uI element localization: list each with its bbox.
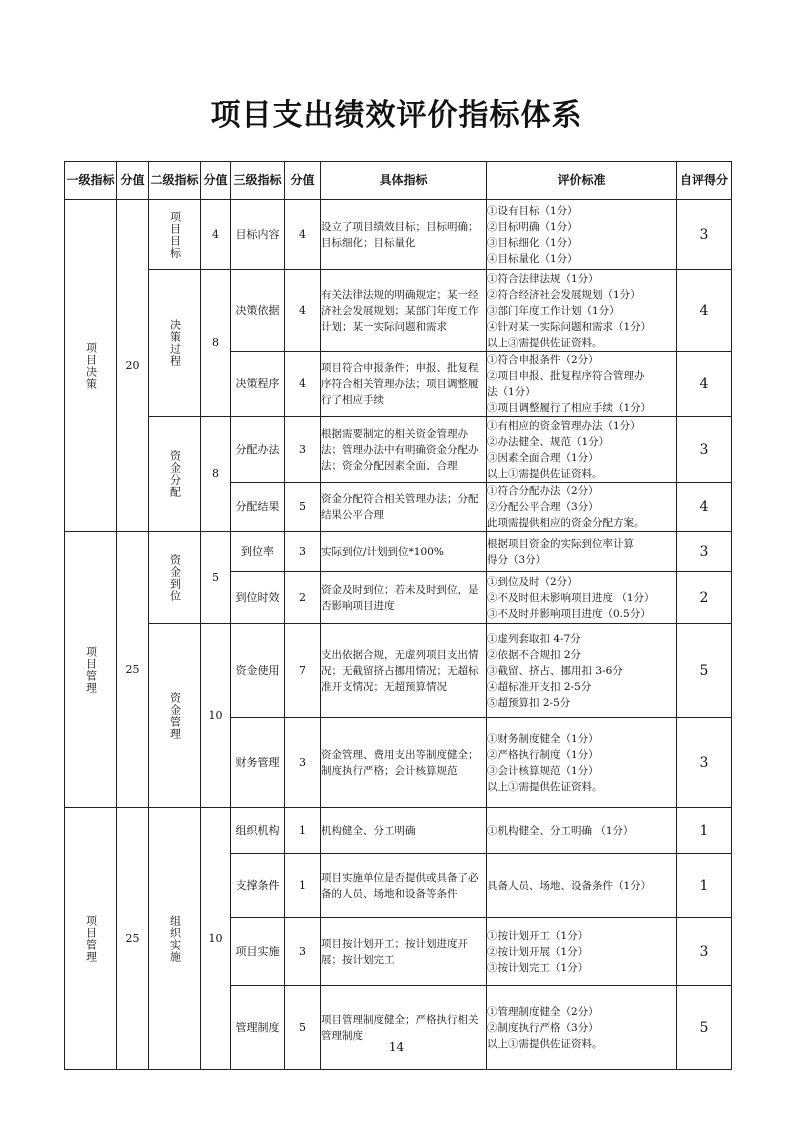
level2-score: 10 — [201, 808, 231, 1070]
self-score: 4 — [677, 483, 732, 532]
standard-line: ②严格执行制度（1分） — [487, 748, 599, 761]
page-number: 14 — [388, 1040, 405, 1054]
table-row — [65, 808, 732, 854]
header-cell: 评价标准 — [487, 162, 677, 200]
level3-name: 目标内容 — [231, 200, 285, 270]
table-row — [65, 532, 732, 572]
standard-line: ①管理制度健全（2分） — [487, 1005, 599, 1018]
level3-score: 1 — [285, 854, 321, 918]
header-cell: 分值 — [201, 162, 231, 200]
level2-score: 10 — [201, 624, 231, 808]
level3-score: 2 — [285, 572, 321, 624]
indicator-text: 有关法律法规的明确规定；某一经济社会发展规划；某部门年度工作计划；某一实际问题和需求 — [321, 270, 487, 352]
standard-line: ①设有目标（1分） — [487, 204, 578, 217]
standard-line: ④超标准开支扣 2-5分 — [487, 680, 592, 693]
standard-line: ①符合法律法规（1分） — [487, 272, 599, 285]
level2-name: 资金到位 — [149, 532, 201, 624]
standard-cell — [487, 200, 677, 270]
indicator-text: 实际到位/计划到位*100% — [321, 532, 487, 572]
header-row — [65, 162, 732, 200]
table-row — [65, 417, 732, 483]
level3-name: 资金使用 — [231, 624, 285, 718]
header-cell: 自评得分 — [677, 162, 732, 200]
standard-line: 以上③需提供佐证资料。 — [487, 336, 603, 349]
standard-line: ③按计划完工（1分） — [487, 961, 589, 974]
indicator-text: 资金分配符合相关管理办法；分配结果公平合理 — [321, 483, 487, 532]
level2-score: 8 — [201, 417, 231, 532]
indicator-text: 项目实施单位是否提供或具备了必备的人员、场地和设备等条件 — [321, 854, 487, 918]
indicator-text: 机构健全、分工明确 — [321, 808, 487, 854]
standard-line: ②不及时但未影响项目进度 （1分） — [487, 591, 655, 604]
standard-line: ①有相应的资金管理办法（1分） — [487, 419, 641, 432]
level3-name: 分配结果 — [231, 483, 285, 532]
standard-line: 以上①需提供佐证资料。 — [487, 1037, 603, 1050]
standard-line: 得分（3分） — [487, 553, 547, 566]
level3-score: 3 — [285, 532, 321, 572]
standard-cell — [487, 532, 677, 572]
standard-line: ②符合经济社会发展规划（1分） — [487, 288, 641, 301]
level3-name: 分配办法 — [231, 417, 285, 483]
self-score: 3 — [677, 918, 732, 986]
header-cell: 具体指标 — [321, 162, 487, 200]
standard-line: ③项目调整履行了相应手续（1分） — [487, 402, 652, 414]
self-score: 5 — [677, 986, 732, 1070]
level1-score: 25 — [117, 808, 149, 1070]
level1-name: 项目决策 — [65, 200, 117, 532]
table-row — [65, 624, 732, 718]
level3-score: 4 — [285, 352, 321, 417]
standard-line: ②制度执行严格（3分） — [487, 1021, 599, 1034]
standard-line: ①符合分配办法（2分） — [487, 485, 599, 497]
standard-line: ②项目申报、批复程序符合管理办 — [487, 370, 645, 382]
self-score: 3 — [677, 200, 732, 270]
standard-line: ③目标细化（1分） — [487, 236, 578, 249]
level3-score: 5 — [285, 483, 321, 532]
self-score: 3 — [677, 718, 732, 808]
standard-line: 以上①需提供佐证资料。 — [487, 780, 603, 793]
standard-line: ②分配公平合理（3分） — [487, 501, 599, 513]
standard-line: ①到位及时（2分） — [487, 575, 578, 588]
indicator-text: 资金及时到位；若未及时到位，是否影响项目进度 — [321, 572, 487, 624]
level2-name: 项目目标 — [149, 200, 201, 270]
standard-line: ⑤超预算扣 2-5分 — [487, 696, 571, 709]
level2-score: 8 — [201, 270, 231, 417]
standard-cell — [487, 808, 677, 854]
standard-cell — [487, 854, 677, 918]
standard-line: ④针对某一实际问题和需求（1分） — [487, 320, 652, 333]
standard-line: 此项需提供相应的资金分配方案。 — [487, 517, 645, 529]
level3-score: 7 — [285, 624, 321, 718]
standard-line: ①财务制度健全（1分） — [487, 732, 599, 745]
level3-name: 到位率 — [231, 532, 285, 572]
indicator-text: 支出依据合规，无虚列项目支出情况；无截留挤占挪用情况；无超标准开支情况；无超预算情况 — [321, 624, 487, 718]
standard-line: ②按计划开展（1分） — [487, 945, 589, 958]
header-cell: 分值 — [117, 162, 149, 200]
header-cell: 一级指标 — [65, 162, 117, 200]
level3-score: 3 — [285, 718, 321, 808]
standard-line: ①虚列套取扣 4-7分 — [487, 632, 581, 645]
standard-line: ②依据不合规扣 2分 — [487, 648, 582, 661]
standard-line: ①按计划开工（1分） — [487, 929, 589, 942]
level2-name: 决策过程 — [149, 270, 201, 417]
indicator-text: 资金管理、费用支出等制度健全；制度执行严格；会计核算规范 — [321, 718, 487, 808]
indicator-text: 根据需要制定的相关资金管理办法；管理办法中有明确资金分配办法；资金分配因素全面、合理 — [321, 417, 487, 483]
standard-line: ④目标量化（1分） — [487, 252, 578, 265]
indicator-text: 项目按计划开工；按计划进度开展；按计划完工 — [321, 918, 487, 986]
level3-score: 3 — [285, 417, 321, 483]
standard-cell — [487, 417, 677, 483]
standard-cell — [487, 918, 677, 986]
self-score: 3 — [677, 532, 732, 572]
standard-cell — [487, 718, 677, 808]
standard-cell — [487, 483, 677, 532]
level2-name: 资金管理 — [149, 624, 201, 808]
standard-line: 根据项目资金的实际到位率计算 — [487, 537, 634, 550]
level3-name: 决策程序 — [231, 352, 285, 417]
level1-name: 项目管理 — [65, 532, 117, 808]
level3-score: 3 — [285, 918, 321, 986]
header-cell: 二级指标 — [149, 162, 201, 200]
self-score: 1 — [677, 808, 732, 854]
level3-score: 1 — [285, 808, 321, 854]
standard-line: ①机构健全、分工明确 （1分） — [487, 824, 634, 837]
self-score: 1 — [677, 854, 732, 918]
page-title: 项目支出绩效评价指标体系 — [210, 98, 583, 133]
indicator-text: 项目管理制度健全；严格执行相关管理制度 — [321, 986, 487, 1070]
standard-cell — [487, 986, 677, 1070]
level1-name: 项目管理 — [65, 808, 117, 1070]
level3-name: 财务管理 — [231, 718, 285, 808]
standard-line: 具备人员、场地、设备条件（1分） — [487, 879, 652, 892]
self-score: 4 — [677, 352, 732, 417]
standard-line: ③会计核算规范（1分） — [487, 764, 599, 777]
indicator-text: 项目符合申报条件；申报、批复程序符合相关管理办法；项目调整履行了相应手续 — [321, 352, 487, 417]
level3-score: 4 — [285, 270, 321, 352]
level3-name: 管理制度 — [231, 986, 285, 1070]
self-score: 4 — [677, 270, 732, 352]
table-row — [65, 200, 732, 270]
standard-cell — [487, 572, 677, 624]
standard-line: ③部门年度工作计划（1分） — [487, 304, 620, 317]
level2-score: 5 — [201, 532, 231, 624]
standard-line: ①符合申报条件（2分） — [487, 354, 599, 366]
self-score: 5 — [677, 624, 732, 718]
standard-cell — [487, 624, 677, 718]
header-cell: 分值 — [285, 162, 321, 200]
standard-line: ③截留、挤占、挪用扣 3-6分 — [487, 664, 623, 677]
level3-score: 4 — [285, 200, 321, 270]
level2-name: 资金分配 — [149, 417, 201, 532]
standard-cell — [487, 352, 677, 417]
level2-name: 组织实施 — [149, 808, 201, 1070]
standard-line: 法（1分） — [487, 386, 536, 398]
self-score: 3 — [677, 417, 732, 483]
level1-score: 20 — [117, 200, 149, 532]
standard-line: ②目标明确（1分） — [487, 220, 578, 233]
standard-line: ③不及时并影响项目进度（0.5分） — [487, 607, 651, 620]
standard-cell — [487, 270, 677, 352]
indicator-text: 设立了项目绩效目标；目标明确；目标细化；目标量化 — [321, 200, 487, 270]
table-row — [65, 270, 732, 352]
level3-name: 组织机构 — [231, 808, 285, 854]
level3-name: 决策依据 — [231, 270, 285, 352]
evaluation-table — [64, 161, 732, 1070]
level3-name: 支撑条件 — [231, 854, 285, 918]
standard-line: ②办法健全、规范（1分） — [487, 435, 610, 448]
level2-score: 4 — [201, 200, 231, 270]
level3-name: 项目实施 — [231, 918, 285, 986]
level1-score: 25 — [117, 532, 149, 808]
self-score: 2 — [677, 572, 732, 624]
level3-name: 到位时效 — [231, 572, 285, 624]
level3-score: 5 — [285, 986, 321, 1070]
standard-line: ③因素全面合理（1分） — [487, 451, 599, 464]
standard-line: 以上①需提供佐证资料。 — [487, 467, 603, 480]
header-cell: 三级指标 — [231, 162, 285, 200]
